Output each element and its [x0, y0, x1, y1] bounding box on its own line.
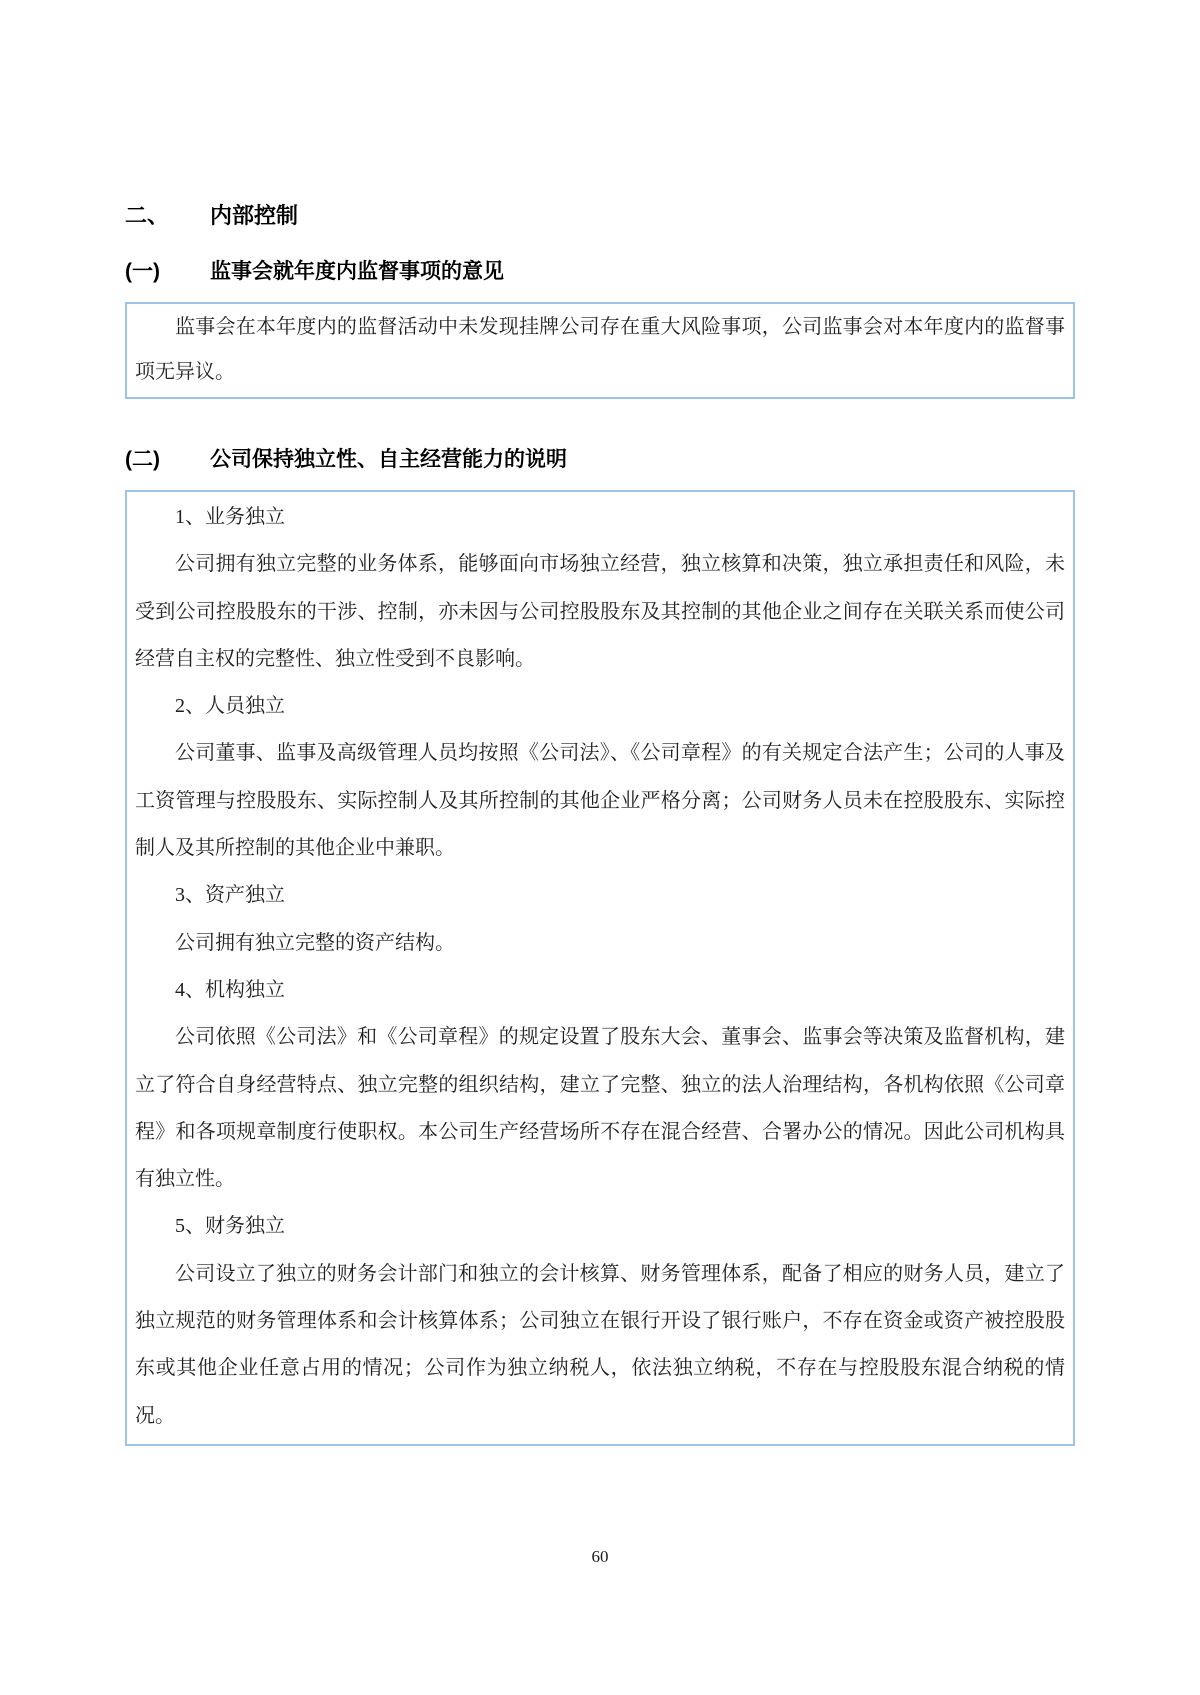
section-title: 内部控制	[210, 203, 299, 228]
subsection-1-title: 监事会就年度内监督事项的意见	[210, 260, 504, 283]
subsection-1-label: (一)	[125, 260, 160, 283]
section-label: 二、	[125, 203, 170, 228]
paragraph: 公司设立了独立的财务会计部门和独立的会计核算、财务管理体系，配备了相应的财务人员，建立了独立规范的财务管理体系和会计核算体系；公司独立在银行开设了银行账户，不存在资金或资产被控股股东或其他企业任意占用的情况；公司作为独立纳税人，依法独立纳税，不存在与控股股东混合纳税的情况。	[135, 1262, 1065, 1427]
subsection-heading-1	[125, 260, 1075, 284]
item-heading: 4、机构独立	[175, 978, 285, 1001]
paragraph: 公司董事、监事及高级管理人员均按照《公司法》、《公司章程》的有关规定合法产生；公司的人事及工资管理与控股股东、实际控制人及其所控制的其他企业严格分离；公司财务人员未在控股股东、实际控制人及其所控制的其他企业中兼职。	[135, 742, 1065, 860]
section-heading	[125, 203, 1075, 228]
paragraph: 公司拥有独立完整的资产结构。	[175, 931, 455, 954]
supervisory-opinion-box	[125, 302, 1075, 399]
subsection-heading-2	[125, 448, 1075, 472]
item-heading: 2、人员独立	[175, 695, 285, 718]
subsection-2-title: 公司保持独立性、自主经营能力的说明	[210, 448, 567, 471]
paragraph: 公司依照《公司法》和《公司章程》的规定设置了股东大会、董事会、监事会等决策及监督机构，建立了符合自身经营特点、独立完整的组织结构，建立了完整、独立的法人治理结构，各机构依照《公司章程》和各项规章制度行使职权。本公司生产经营场所不存在混合经营、合署办公的情况。因此公司机构具有独立性。	[135, 1026, 1065, 1191]
item-heading: 1、业务独立	[175, 506, 285, 528]
item-heading: 5、财务独立	[175, 1215, 285, 1238]
item-heading: 3、资产独立	[175, 884, 285, 907]
independence-statement-box	[125, 490, 1075, 1446]
paragraph: 监事会在本年度内的监督活动中未发现挂牌公司存在重大风险事项，公司监事会对本年度内的监督事项无异议。	[135, 316, 1065, 383]
page-number: 60	[591, 1547, 609, 1566]
subsection-2-label: (二)	[125, 448, 160, 471]
paragraph: 公司拥有独立完整的业务体系，能够面向市场独立经营，独立核算和决策，独立承担责任和风险，未受到公司控股股东的干涉、控制，亦未因与公司控股股东及其控制的其他企业之间存在关联关系而使公司经营自主权的完整性、独立性受到不良影响。	[135, 553, 1065, 670]
